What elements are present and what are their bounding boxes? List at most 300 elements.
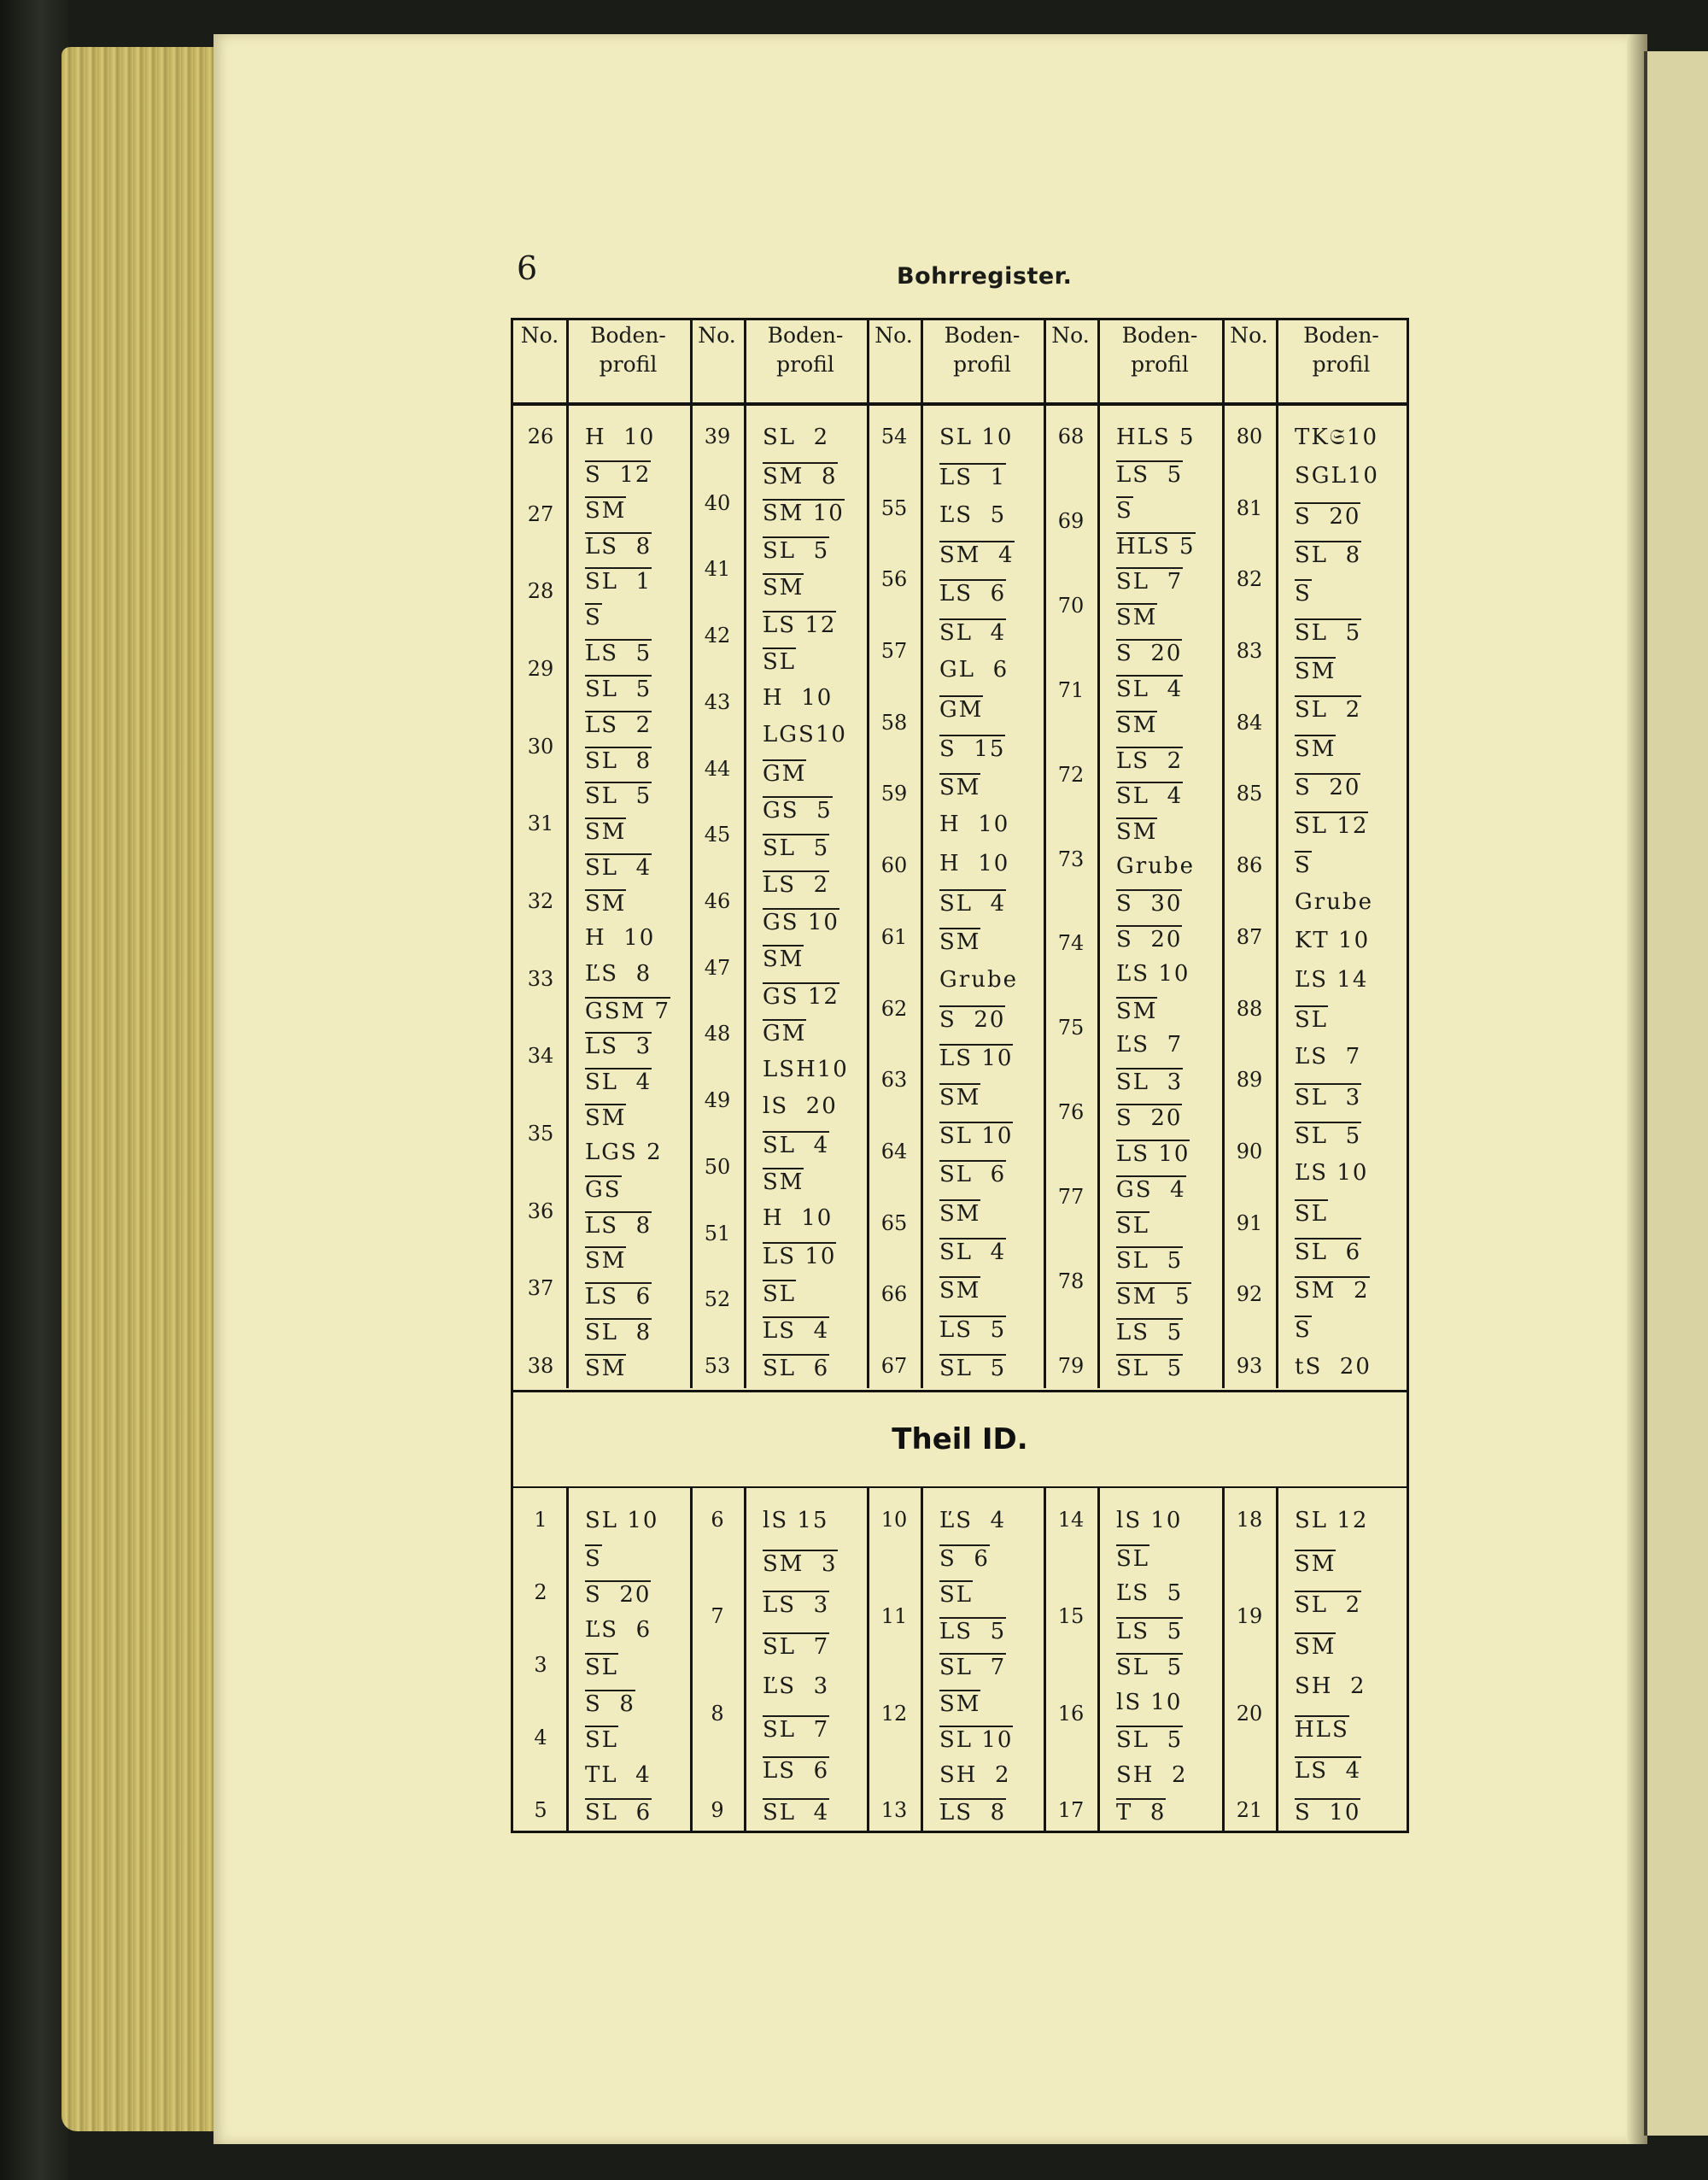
header-bodenprofil: profil	[599, 352, 658, 377]
profile-entry: LS 10	[939, 1046, 1014, 1072]
profile-entry: LS 3	[585, 1034, 652, 1060]
bore-number: 1	[534, 1508, 547, 1532]
divider-no-2	[744, 320, 746, 1388]
profile-entry: TK𝔖10	[1295, 425, 1379, 450]
bore-number: 57	[880, 639, 908, 664]
profile-entry: S 15	[939, 735, 1006, 762]
profile-entry: LS 5	[939, 1316, 1007, 1343]
bore-number: 48	[704, 1022, 731, 1046]
page-number: 6	[517, 249, 538, 287]
profile-entry: H 10	[763, 1204, 834, 1231]
bore-number: 36	[527, 1198, 554, 1223]
bore-number: 43	[704, 689, 731, 714]
bore-number: 18	[1236, 1508, 1263, 1532]
page-edges	[61, 47, 219, 2131]
bore-number: 50	[704, 1154, 731, 1179]
profile-entry: SM	[585, 891, 627, 917]
profile-entry: SL 5	[1295, 619, 1362, 646]
profile-entry: GS 4	[1116, 1176, 1186, 1203]
profile-entry: LS 1	[939, 465, 1007, 491]
divider2-col-1	[690, 1487, 693, 1831]
bore-number: 9	[711, 1798, 724, 1822]
profile-entry: SM	[585, 497, 627, 524]
divider2-col-3	[1044, 1487, 1046, 1831]
profile-entry: SL 5	[939, 1356, 1007, 1381]
header-bodenprofil: Boden-	[1303, 323, 1379, 348]
bore-number: 4	[534, 1726, 547, 1749]
bore-number: 69	[1057, 508, 1085, 533]
bore-number: 73	[1057, 847, 1085, 871]
profile-entry: HLS 5	[1116, 425, 1196, 450]
bore-number: 77	[1057, 1185, 1085, 1210]
bore-number: 74	[1057, 931, 1085, 956]
profile-entry: H 10	[939, 812, 1010, 838]
header-no: No.	[1230, 323, 1268, 348]
profile-entry: S 20	[1295, 503, 1361, 530]
profile-entry: S	[585, 1545, 602, 1572]
header-bodenprofil: profil	[1312, 352, 1371, 377]
profile-entry: SL 10	[939, 425, 1014, 450]
profile-entry: SH 2	[1295, 1673, 1366, 1700]
bore-number: 13	[880, 1798, 908, 1822]
bore-number: 80	[1236, 425, 1263, 448]
profile-entry: SL 6	[585, 1800, 652, 1825]
profile-entry: SL 5	[1116, 1248, 1184, 1275]
profile-entry: ĽS 8	[585, 960, 652, 987]
bore-number: 15	[1057, 1604, 1085, 1629]
bore-number: 93	[1236, 1354, 1263, 1378]
bore-number: 68	[1057, 425, 1085, 448]
profile-entry: GSM 7	[585, 998, 671, 1024]
profile-entry: SL 12	[1295, 813, 1369, 840]
profile-entry: SL 10	[585, 1508, 659, 1533]
header-no: No.	[874, 323, 913, 348]
profile-entry: SL	[939, 1582, 974, 1608]
profile-entry: SM	[585, 1248, 627, 1275]
bore-number: 89	[1236, 1068, 1263, 1093]
profile-entry: SM	[585, 1356, 627, 1381]
bore-number: 84	[1236, 710, 1263, 735]
profile-entry: tS 20	[1295, 1354, 1372, 1380]
profile-entry: S 20	[1116, 641, 1183, 667]
profile-entry: SM	[1295, 1550, 1337, 1577]
profile-entry: HLS 5	[1116, 533, 1196, 560]
divider-no-4	[1097, 320, 1100, 1388]
bore-number: 8	[711, 1701, 724, 1726]
profile-entry: SL 6	[1295, 1239, 1362, 1265]
profile-entry: LS 8	[585, 533, 652, 560]
bore-number: 49	[704, 1088, 731, 1113]
header-bodenprofil: Boden-	[767, 323, 844, 348]
bore-number: 34	[527, 1044, 554, 1069]
profile-entry: SL 4	[939, 1239, 1007, 1265]
profile-entry: SM	[939, 929, 981, 956]
bore-number: 31	[527, 812, 554, 836]
profile-entry: SL 5	[1116, 1727, 1184, 1753]
profile-entry: S 12	[585, 461, 652, 488]
bore-number: 75	[1057, 1016, 1085, 1040]
profile-entry: SM	[1295, 735, 1337, 762]
bohrregister-table	[511, 318, 1409, 1833]
bore-number: 46	[704, 889, 731, 913]
profile-entry: SL	[1295, 1007, 1329, 1033]
header-bodenprofil: profil	[776, 352, 834, 377]
profile-entry: S 20	[1116, 1105, 1183, 1132]
bore-number: 76	[1057, 1100, 1085, 1125]
profile-entry: SL 7	[1116, 569, 1184, 595]
profile-entry: SM	[1116, 998, 1158, 1024]
profile-entry: SM 8	[763, 463, 838, 489]
profile-entry: S	[585, 605, 602, 631]
profile-entry: KT 10	[1295, 928, 1371, 954]
profile-entry: SL 5	[1116, 1655, 1184, 1680]
profile-entry: SL 4	[1116, 676, 1184, 702]
profile-entry: SL 3	[1116, 1069, 1184, 1096]
profile-entry: lS 15	[763, 1508, 829, 1533]
bore-number: 62	[880, 996, 908, 1021]
profile-entry: ĽS 10	[1116, 960, 1190, 987]
bore-number: 60	[880, 853, 908, 878]
profile-entry: LS 5	[1116, 461, 1184, 488]
profile-entry: SGL10	[1295, 463, 1379, 489]
header-no: No.	[1051, 323, 1090, 348]
bore-number: 51	[704, 1221, 731, 1245]
profile-entry: SL	[1295, 1200, 1329, 1227]
profile-entry: S 30	[1116, 891, 1183, 917]
bore-number: 2	[534, 1580, 547, 1604]
bore-number: 28	[527, 579, 554, 604]
profile-entry: S	[1295, 581, 1312, 607]
divider-no-5	[1276, 320, 1278, 1388]
bore-number: 55	[880, 495, 908, 520]
profile-entry: SM	[939, 1691, 981, 1717]
profile-entry: Grube	[1295, 889, 1373, 915]
bore-number: 67	[880, 1354, 908, 1378]
profile-entry: S	[1116, 497, 1133, 524]
bore-number: 26	[527, 425, 554, 448]
profile-entry: LS 10	[1116, 1140, 1190, 1167]
profile-entry: SL 4	[939, 891, 1007, 917]
profile-entry: SM 3	[763, 1550, 838, 1577]
profile-entry: SM	[763, 946, 804, 973]
profile-entry: ĽS 5	[939, 501, 1007, 528]
profile-entry: SL	[585, 1655, 619, 1680]
bore-number: 32	[527, 889, 554, 913]
book-spine	[0, 0, 68, 2180]
facing-page-edge	[1644, 51, 1708, 2136]
profile-entry: Grube	[939, 966, 1018, 993]
bore-number: 91	[1236, 1210, 1263, 1235]
profile-entry: GM	[763, 760, 807, 787]
bore-number: 82	[1236, 567, 1263, 592]
profile-entry: S 6	[939, 1545, 990, 1572]
header-no: No.	[698, 323, 736, 348]
profile-entry: H 10	[939, 850, 1010, 876]
profile-entry: SM	[1295, 659, 1337, 684]
header-bodenprofil: Boden-	[944, 323, 1021, 348]
divider-no-3	[921, 320, 923, 1388]
header-no: No.	[520, 323, 559, 348]
bore-number: 71	[1057, 677, 1085, 702]
profile-entry: LS 2	[585, 712, 652, 738]
profile-entry: SL 6	[763, 1356, 830, 1381]
bore-number: 37	[527, 1276, 554, 1301]
profile-entry: LSH10	[763, 1056, 849, 1082]
profile-entry: S	[1295, 852, 1312, 878]
profile-entry: SM	[1116, 712, 1158, 738]
profile-entry: LS 5	[939, 1618, 1007, 1644]
profile-entry: SL 10	[939, 1123, 1014, 1149]
profile-entry: SM	[585, 1105, 627, 1132]
profile-entry: SL 8	[1295, 542, 1362, 568]
profile-entry: LS 6	[939, 581, 1007, 607]
bore-number: 86	[1236, 853, 1263, 878]
profile-entry: SL 5	[763, 835, 830, 861]
profile-entry: SL 4	[763, 1800, 830, 1825]
profile-entry: lS 10	[1116, 1508, 1183, 1533]
profile-entry: LS 10	[763, 1244, 837, 1270]
profile-entry: ĽS 7	[1295, 1044, 1362, 1070]
header-bodenprofil: profil	[1131, 352, 1189, 377]
running-title: Bohrregister.	[897, 263, 1073, 290]
divider2-no-1	[566, 1487, 569, 1831]
section-rule-top	[513, 1390, 1407, 1392]
header-bodenprofil: profil	[953, 352, 1011, 377]
bore-number: 20	[1236, 1701, 1263, 1726]
profile-entry: SM	[585, 819, 627, 846]
profile-entry: SM	[939, 1200, 981, 1227]
bore-number: 56	[880, 567, 908, 592]
profile-entry: LS 5	[585, 641, 652, 667]
profile-entry: ĽS 4	[939, 1508, 1007, 1533]
bore-number: 90	[1236, 1139, 1263, 1163]
bore-number: 64	[880, 1139, 908, 1163]
profile-entry: S 8	[585, 1691, 635, 1717]
header-rule	[513, 402, 1407, 406]
profile-entry: T 8	[1116, 1800, 1167, 1825]
profile-entry: SL 4	[763, 1132, 830, 1158]
profile-entry: LS 5	[1116, 1618, 1184, 1644]
profile-entry: GS 5	[763, 798, 833, 824]
profile-entry: GM	[939, 697, 984, 724]
profile-entry: SL 8	[585, 1320, 652, 1346]
profile-entry: GM	[763, 1021, 807, 1047]
profile-entry: SL	[763, 649, 797, 676]
profile-entry: SM	[1116, 605, 1158, 631]
profile-entry: SL 5	[763, 537, 830, 564]
profile-entry: SL 12	[1295, 1508, 1369, 1533]
profile-entry: SL 7	[763, 1716, 830, 1743]
section-rule-bottom	[513, 1486, 1407, 1488]
bore-number: 61	[880, 924, 908, 949]
header-bodenprofil: Boden-	[590, 323, 666, 348]
profile-entry: S 10	[1295, 1800, 1361, 1825]
bore-number: 87	[1236, 924, 1263, 949]
bore-number: 44	[704, 756, 731, 781]
bore-number: 3	[534, 1653, 547, 1677]
divider2-col-2	[867, 1487, 869, 1831]
profile-entry: SL	[585, 1727, 619, 1753]
profile-entry: SM	[763, 575, 804, 601]
profile-entry: GL 6	[939, 657, 1009, 683]
profile-entry: SL 4	[585, 855, 652, 882]
profile-entry: ĽS 5	[1116, 1580, 1184, 1606]
divider2-no-2	[744, 1487, 746, 1831]
bore-number: 85	[1236, 782, 1263, 806]
profile-entry: TL 4	[585, 1761, 652, 1788]
bore-number: 54	[880, 425, 908, 448]
profile-entry: SL	[1116, 1545, 1150, 1572]
profile-entry: Grube	[1116, 853, 1195, 880]
header-bodenprofil: Boden-	[1121, 323, 1198, 348]
profile-entry: lS 20	[763, 1093, 838, 1120]
profile-entry: GS	[585, 1176, 622, 1203]
bore-number: 47	[704, 955, 731, 980]
profile-entry: SL 7	[763, 1633, 830, 1660]
divider-no-1	[566, 320, 569, 1388]
bore-number: 81	[1236, 495, 1263, 520]
bore-number: 11	[880, 1604, 908, 1629]
bore-number: 42	[704, 624, 731, 648]
profile-entry: SL 5	[585, 783, 652, 810]
bore-number: 10	[880, 1508, 908, 1532]
bore-number: 63	[880, 1068, 908, 1093]
profile-entry: LS 6	[585, 1284, 652, 1310]
bore-number: 14	[1057, 1508, 1085, 1532]
profile-entry: S 20	[1295, 775, 1361, 800]
profile-entry: GS 12	[763, 983, 839, 1010]
profile-entry: ĽS 14	[1295, 966, 1369, 993]
bore-number: 58	[880, 710, 908, 735]
profile-entry: SL 10	[939, 1727, 1014, 1753]
bore-number: 40	[704, 490, 731, 515]
profile-entry: lS 10	[1116, 1689, 1183, 1715]
profile-entry: SM 10	[763, 501, 845, 527]
bore-number: 19	[1236, 1604, 1263, 1629]
bore-number: 39	[704, 425, 731, 448]
profile-entry: SL 7	[939, 1655, 1007, 1680]
section-heading: Theil ID.	[892, 1422, 1028, 1456]
bore-number: 5	[534, 1798, 547, 1822]
profile-entry: SL 5	[1295, 1123, 1362, 1149]
profile-entry: SL 3	[1295, 1084, 1362, 1111]
profile-entry: H 10	[585, 425, 656, 450]
divider2-col-4	[1222, 1487, 1225, 1831]
divider2-no-5	[1276, 1487, 1278, 1831]
profile-entry: LS 8	[585, 1212, 652, 1239]
bore-number: 21	[1236, 1798, 1263, 1822]
profile-entry: SM	[1116, 819, 1158, 846]
profile-entry: LS 2	[1116, 747, 1184, 774]
profile-entry: LS 3	[763, 1592, 830, 1619]
profile-entry: SM	[763, 1169, 804, 1196]
profile-entry: LGS10	[763, 722, 847, 748]
profile-entry: SL 8	[585, 747, 652, 774]
profile-entry: SM	[939, 775, 981, 800]
profile-entry: SL 2	[1295, 697, 1362, 724]
profile-entry: LS 4	[763, 1318, 830, 1345]
profile-entry: SL	[763, 1280, 797, 1307]
profile-entry: SL 4	[1116, 783, 1184, 810]
profile-entry: ĽS 7	[1116, 1032, 1184, 1058]
bore-number: 17	[1057, 1798, 1085, 1822]
bore-number: 92	[1236, 1282, 1263, 1307]
profile-entry: SL 4	[585, 1069, 652, 1096]
profile-entry: S 20	[585, 1582, 652, 1608]
profile-entry: LS 2	[763, 872, 830, 899]
bore-number: 66	[880, 1282, 908, 1307]
profile-entry: SM 5	[1116, 1284, 1191, 1310]
profile-entry: SL 1	[585, 569, 652, 595]
profile-entry: ĽS 10	[1295, 1160, 1369, 1187]
bore-number: 52	[704, 1287, 731, 1312]
profile-entry: SL	[1116, 1212, 1150, 1239]
profile-entry: SL 2	[763, 425, 830, 450]
profile-entry: ĽS 6	[585, 1616, 652, 1643]
profile-entry: SM	[939, 1084, 981, 1111]
divider2-no-3	[921, 1487, 923, 1831]
profile-entry: H 10	[763, 684, 834, 711]
divider2-no-4	[1097, 1487, 1100, 1831]
bore-number: 88	[1236, 996, 1263, 1021]
profile-entry: SM 2	[1295, 1278, 1370, 1304]
profile-entry: SL 4	[939, 619, 1007, 646]
profile-entry: SL 6	[939, 1162, 1007, 1188]
profile-entry: H 10	[585, 924, 656, 951]
bore-number: 79	[1057, 1354, 1085, 1378]
bore-number: 72	[1057, 762, 1085, 787]
profile-entry: SH 2	[939, 1761, 1011, 1788]
bore-number: 59	[880, 782, 908, 806]
bore-number: 45	[704, 823, 731, 847]
bore-number: 33	[527, 966, 554, 991]
profile-entry: HLS	[1295, 1716, 1349, 1743]
profile-entry: LS 4	[1295, 1758, 1362, 1784]
bore-number: 38	[527, 1354, 554, 1378]
profile-entry: LS 12	[763, 612, 837, 638]
bore-number: 41	[704, 557, 731, 582]
bore-number: 7	[711, 1604, 724, 1629]
bore-number: 70	[1057, 593, 1085, 618]
profile-entry: SL 5	[1116, 1356, 1184, 1381]
profile-entry: SL 5	[585, 676, 652, 702]
profile-entry: GS 10	[763, 909, 839, 935]
profile-entry: SM	[939, 1278, 981, 1304]
profile-entry: S	[1295, 1316, 1312, 1343]
bore-number: 30	[527, 734, 554, 759]
profile-entry: LGS 2	[585, 1139, 663, 1165]
bore-number: 16	[1057, 1701, 1085, 1726]
bore-number: 78	[1057, 1269, 1085, 1294]
profile-entry: SM 4	[939, 542, 1015, 568]
profile-entry: LS 6	[763, 1758, 830, 1784]
bore-number: 29	[527, 657, 554, 681]
profile-entry: SH 2	[1116, 1761, 1188, 1788]
profile-entry: S 20	[939, 1007, 1006, 1033]
profile-entry: SM	[1295, 1633, 1337, 1660]
bore-number: 12	[880, 1701, 908, 1726]
profile-entry: LS 8	[939, 1800, 1007, 1825]
bore-number: 35	[527, 1122, 554, 1146]
profile-entry: LS 5	[1116, 1320, 1184, 1346]
bore-number: 6	[711, 1508, 724, 1532]
bore-number: 83	[1236, 639, 1263, 664]
profile-entry: S 20	[1116, 926, 1183, 952]
profile-entry: ĽS 3	[763, 1673, 830, 1700]
bore-number: 27	[527, 501, 554, 526]
bore-number: 65	[880, 1210, 908, 1235]
bore-number: 53	[704, 1354, 731, 1378]
